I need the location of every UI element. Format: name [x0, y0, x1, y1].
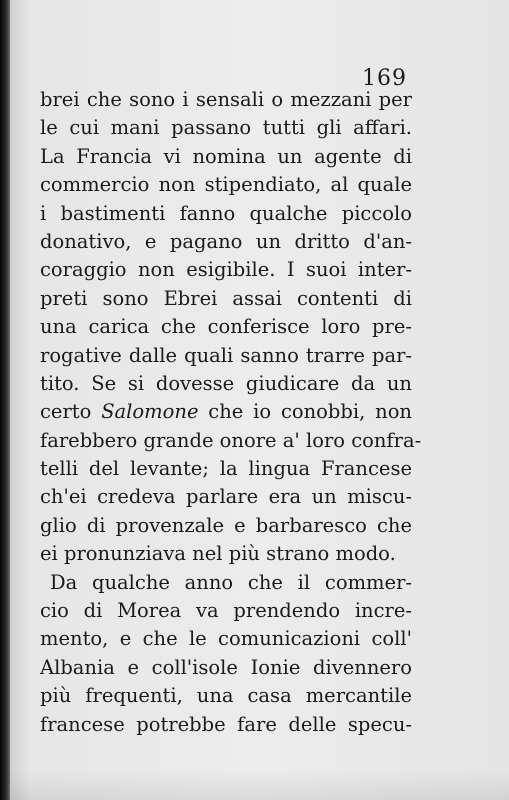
text-line: tito. Se si dovesse giudicare da un [40, 371, 412, 395]
page-bottom-shading [10, 770, 509, 800]
text-line: brei che sono i sensali o mezzani per [40, 88, 412, 111]
text-line: farebbero grande onore a' loro confra- [40, 428, 422, 452]
text-line: La Francia vi nomina un agente di [40, 144, 412, 168]
text-line: le cui mani passano tutti gli affari. [40, 116, 412, 140]
body-text [40, 86, 422, 739]
italic-name-salomone: Salomone [101, 400, 199, 424]
text-line: mento, e che le comunicazioni coll' [40, 627, 412, 651]
text-line: i bastimenti fanno qualche piccolo [40, 201, 412, 225]
text-line: commercio non stipendiato, al quale [40, 173, 412, 197]
text-line: coraggio non esigibile. I suoi inter- [40, 258, 412, 282]
text-before-name: certo [40, 400, 102, 424]
paragraph-start-line: Da qualche anno che il commer- [50, 570, 412, 594]
book-page [10, 0, 509, 800]
page-number: 169 [362, 66, 407, 91]
text-line: ei pronunziava nel più strano modo. [40, 542, 396, 566]
text-line: donativo, e pagano un dritto d'an- [40, 229, 412, 253]
text-line: telli del levante; la lingua Francese [40, 457, 412, 481]
text-line: una carica che conferisce loro pre- [40, 315, 412, 339]
text-line: Albania e coll'isole Ionie divennero [40, 655, 412, 679]
text-line: francese potrebbe fare delle specu- [40, 712, 412, 736]
text-line: rogative dalle quali sanno trarre par- [40, 343, 412, 367]
text-after-name: che io conobbi, non [198, 400, 412, 424]
book-gutter-shadow [0, 0, 10, 800]
text-line-with-name [40, 398, 412, 426]
text-line: preti sono Ebrei assai contenti di [40, 286, 412, 310]
text-line: più frequenti, una casa mercantile [40, 684, 412, 708]
text-line: glio di provenzale e barbaresco che [40, 513, 412, 537]
text-line: cio di Morea va prendendo incre- [40, 599, 412, 623]
text-line: ch'ei credeva parlare era un miscu- [40, 485, 412, 509]
